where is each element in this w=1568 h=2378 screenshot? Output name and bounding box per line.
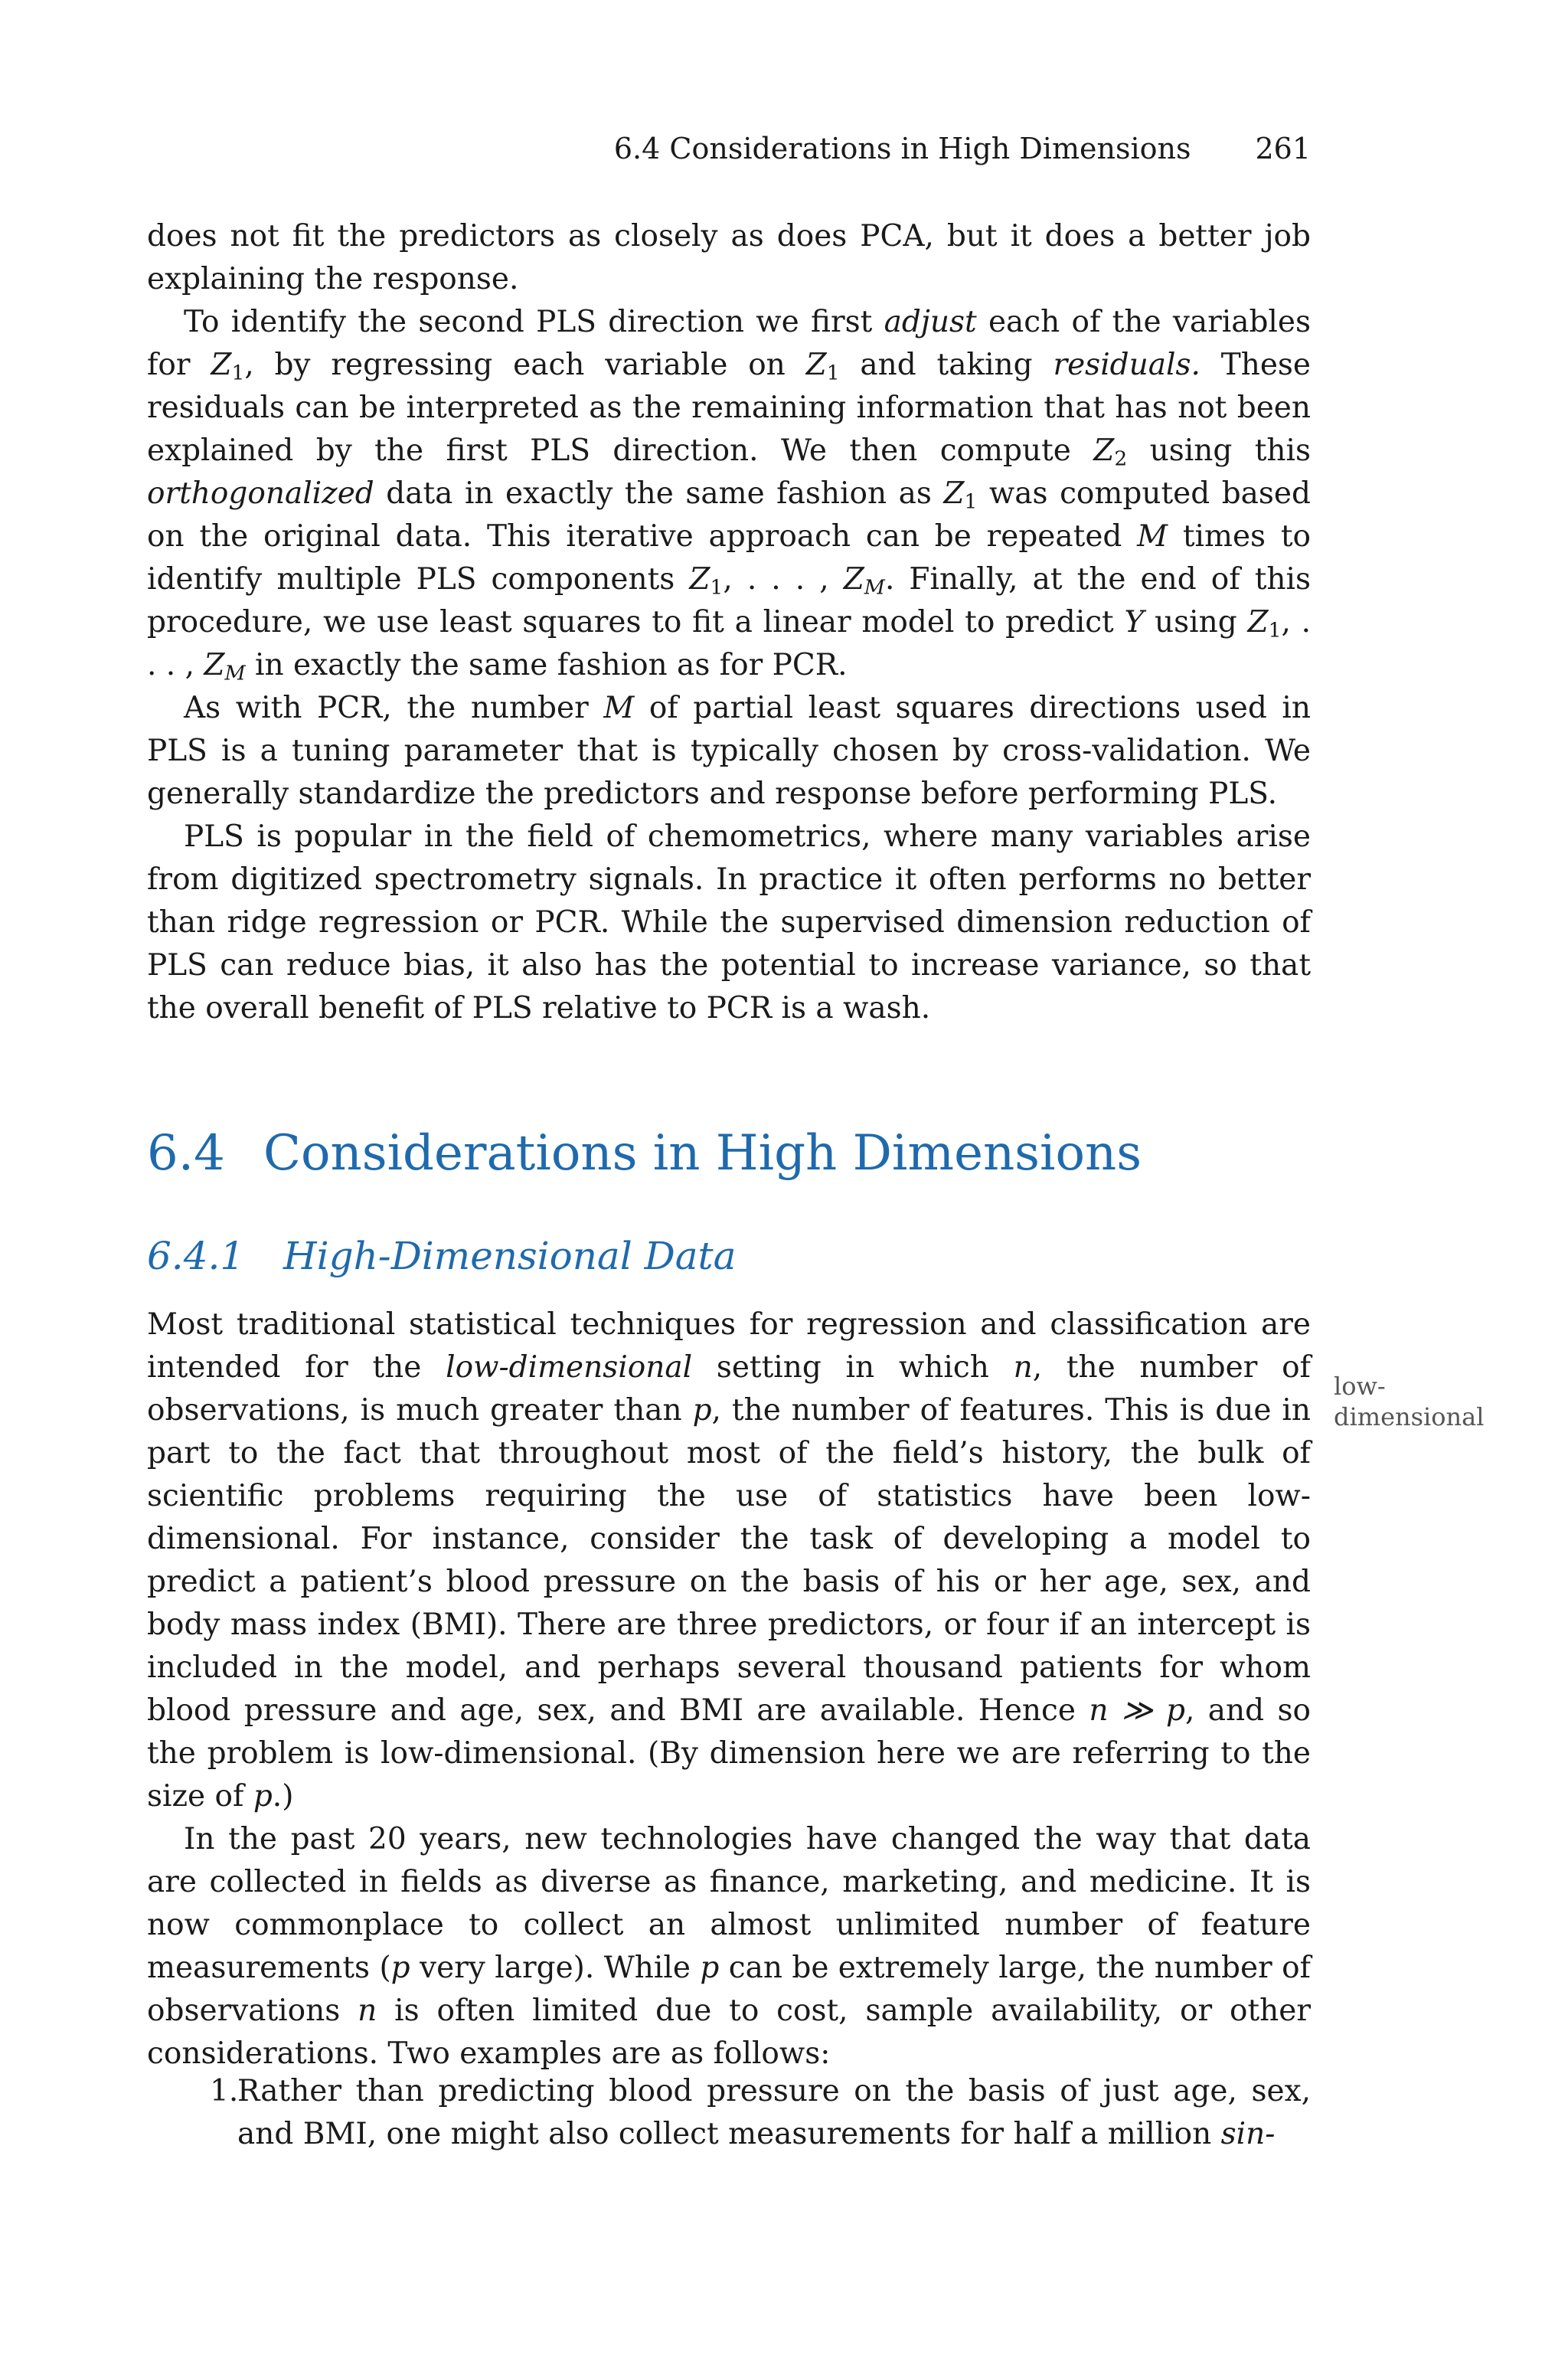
running-head xyxy=(147,129,1311,168)
subsection-number: 6.4.1 xyxy=(147,1234,245,1278)
margin-note: low- dimensional xyxy=(1334,1372,1485,1431)
numbered-list xyxy=(147,2070,1311,2156)
paragraph: In the past 20 years, new technologies have changed the way that data are collected in fields as diverse as finance, marketing, and medicine. It is now commonplace to collect an almost unlimited number of feature measurements (p very large). While p can be extremely large, the number of observations n is often limited due to cost, sample availability, or other considerations. Two examples are as follows: xyxy=(147,1822,1311,2071)
list-item: 1. Rather than predicting blood pressure on the basis of just age, sex, and BMI, one might also collect measurements for half a million sin- xyxy=(147,2070,1311,2156)
list-marker: 1. xyxy=(210,2074,239,2108)
page-number: 261 xyxy=(1255,132,1311,165)
subsection-title: High-Dimensional Data xyxy=(283,1234,737,1278)
paragraph: Most traditional statistical techniques for regression and classification are intended for the low-dimensional setting in which n, the number of observations, is much greater than p, the number of features. This is due in part to the fact that throughout most of the field’s history, the bulk of scientific problems requiring the use of statistics have been low-dimensional. For instance, consider the task of developing a model to predict a patient’s blood pressure on the basis of his or her age, sex, and body mass index (BMI). There are three predictors, or four if an intercept is included in the model, and perhaps several thousand patients for whom blood pressure and age, sex, and BMI are available. Hence n ≫ p, and so the problem is low-dimensional. (By dimension here we are referring to the size of p.) xyxy=(147,1307,1311,1814)
text-block-pls xyxy=(147,215,1311,1030)
paragraph: does not fit the predictors as closely as does PCA, but it does a better job explaining the response. xyxy=(147,219,1311,296)
paragraph: As with PCR, the number M of partial least squares directions used in PLS is a tuning parameter that is typically chosen by cross-validation. We generally standardize the predictors and response before performing PLS. xyxy=(147,691,1312,811)
text-block-high-dimensional xyxy=(147,1303,1311,2075)
paragraph: PLS is popular in the field of chemometrics, where many variables arise from digitized spectrometry signals. In practice it often performs no better than ridge regression or PCR. While the supervised dimension reduction of PLS can reduce bias, it also has the potential to increase variance, so that the overall benefit of PLS relative to PCR is a wash. xyxy=(147,819,1311,1025)
subsection-heading xyxy=(147,1230,1311,1282)
paragraph: To identify the second PLS direction we first adjust each of the variables for $Z_1$, by regressing each variable on $Z_1$ and taking residuals. These residuals can be interpreted as the remaining information that has not been explained by the first PLS direction. We then compute $Z_2$ using this orthogonalized data in exactly the same fashion as $Z_1$ was computed based on the original data. This iterative approach can be repeated M times to identify multiple PLS components $Z_1$, . . . , $Z_M$. Finally, at the end of this procedure, we use least squares to fit a linear model to predict Y using $Z_1$, . . . , $Z_M$ in exactly the same fashion as for PCR. xyxy=(147,305,1312,685)
section-title: Considerations in High Dimensions xyxy=(263,1125,1142,1182)
running-title: 6.4 Considerations in High Dimensions xyxy=(613,132,1191,165)
section-heading xyxy=(147,1123,1311,1184)
section-number: 6.4 xyxy=(147,1125,225,1182)
